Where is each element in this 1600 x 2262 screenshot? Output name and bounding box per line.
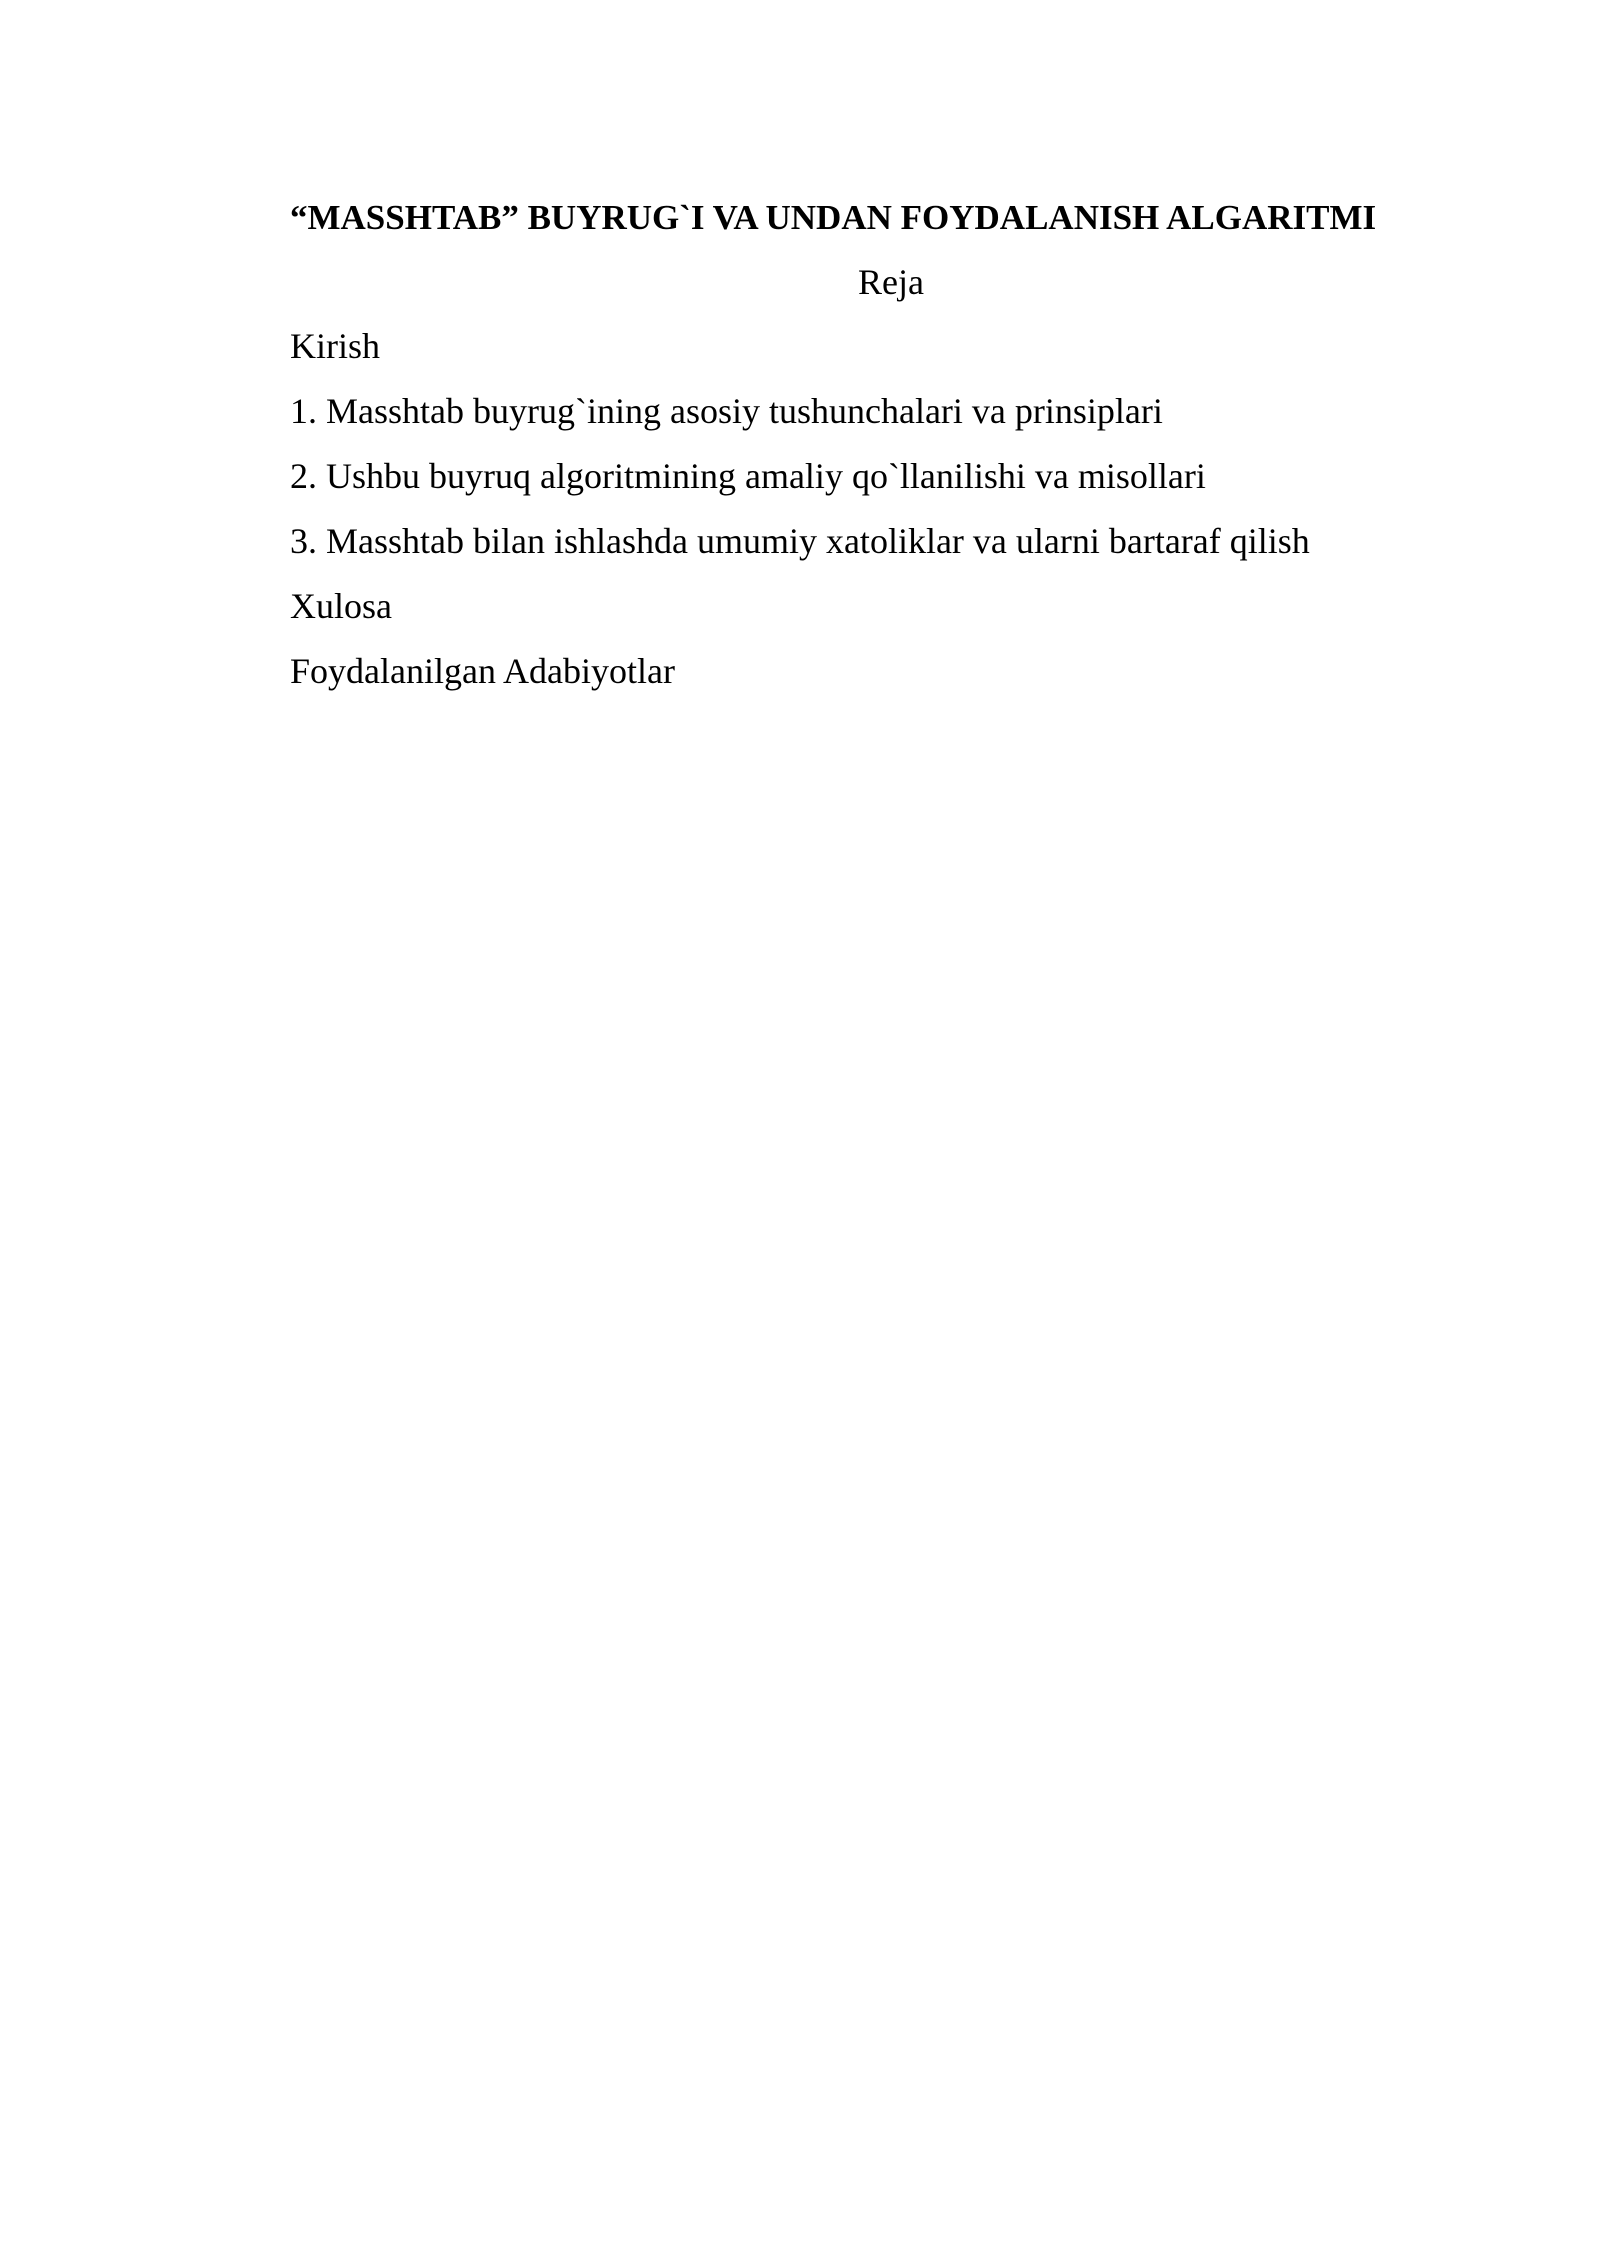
plan-item-2: 2. Ushbu buyruq algoritmining amaliy qo`llanilishi va misollari [290,456,1206,496]
plan-item-1: 1. Masshtab buyrug`ining asosiy tushunchalari va prinsiplari [290,391,1163,431]
plan-item-3: 3. Masshtab bilan ishlashda umumiy xatoliklar va ularni bartaraf qilish [290,521,1310,561]
plan-item-references: Foydalanilgan Adabiyotlar [290,651,675,691]
plan-item-conclusion: Xulosa [290,586,392,626]
document-title: “MASSHTAB” BUYRUG`I VA UNDAN FOYDALANISH ALGARITMI [290,198,1377,237]
plan-item-introduction: Kirish [290,326,380,366]
plan-list [290,322,1310,712]
plan-heading: Reja [858,262,924,302]
